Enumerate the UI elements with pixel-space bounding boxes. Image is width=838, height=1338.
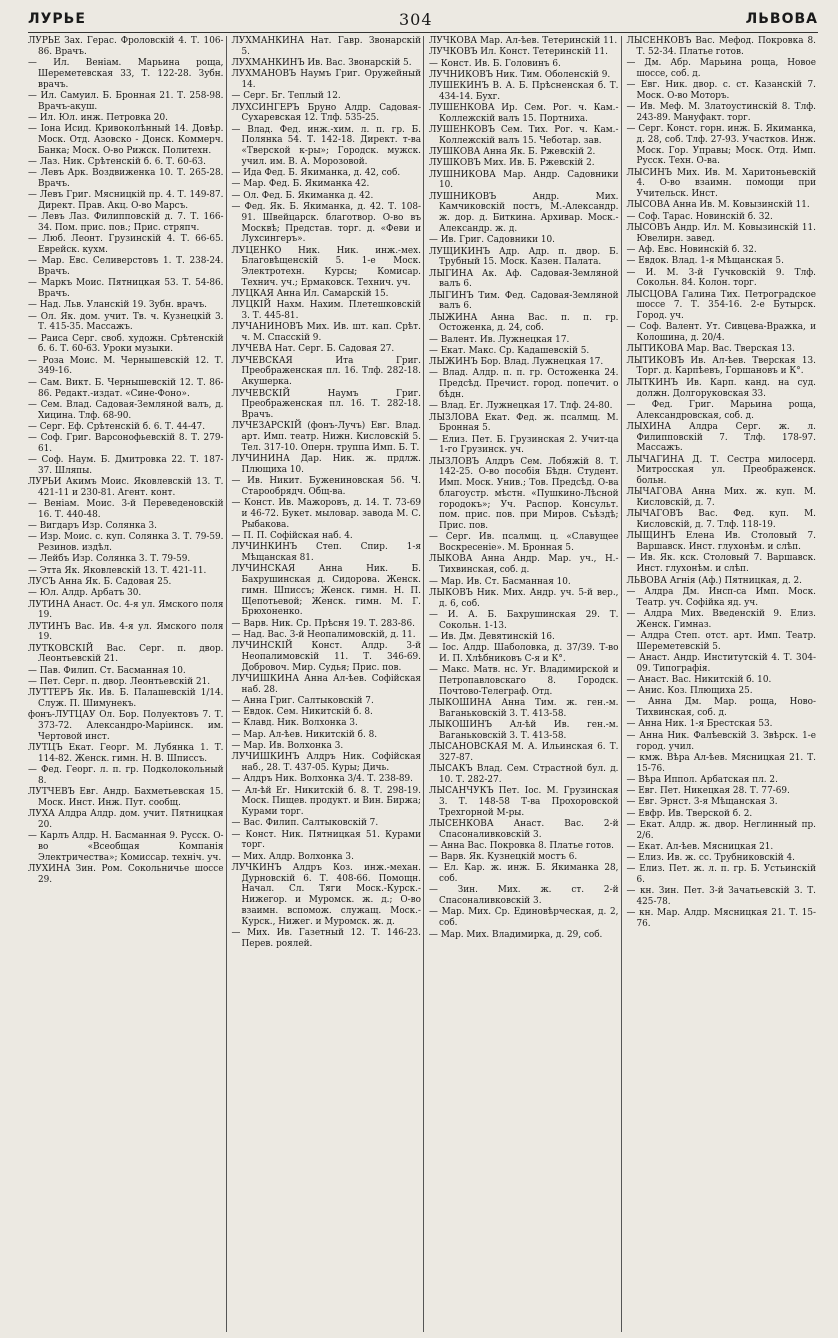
directory-entry: ЛУШЕНКОВЪ Сем. Тих. Рог. ч. Кам.-Коллежскій валъ 15. Чеботар. зав. — [429, 125, 619, 146]
directory-entry: — Юл. Алдр. Арбатъ 30. — [28, 588, 142, 599]
directory-entry: ЛЫКОШИНА Анна Тим. ж. ген.-м. Ваганьковскій 3. Т. 413-58. — [429, 697, 619, 719]
directory-entry: — Вѣра Иппол. Арбатская пл. 2. — [626, 774, 778, 785]
directory-entry: — Фед. Як. Б. Якиманка, д. 42. Т. 108-91. Швейцарск. благотвор. О-во въ Москвѣ; Представ. торг. д. «Феви и Лухсингеръ». — [231, 201, 421, 245]
directory-entry: ЛУХИНА Зин. Ром. Сокольничье шоссе 29. — [28, 863, 224, 885]
directory-entry: — Левъ Арк. Воздвиженка 10. Т. 265-28. Врачъ. — [28, 168, 224, 189]
directory-entry: — Ил. Самуил. Б. Бронная 21. Т. 258-98. Врачъ-акуш. — [28, 90, 224, 112]
directory-entry: — Ол. Фед. Б. Якиманка д. 42. — [231, 190, 374, 201]
directory-columns — [28, 36, 818, 1332]
directory-entry: ЛУХМАНОВЪ Наумъ Григ. Оружейный 14. — [231, 69, 421, 91]
directory-entry: — Ил. Юл. инж. Петровка 20. — [28, 112, 168, 123]
directory-entry: — Вас. Филип. Салтыковскій 7. — [231, 818, 379, 829]
directory-entry: — Евг. Ник. двор. с. ст. Казанскій 7. Моск. О-во Моторъ. — [626, 80, 816, 101]
directory-entry: ЛУЦКАЯ Анна Ил. Самарскій 15. — [231, 289, 389, 300]
directory-entry: ЛУЦЕНКО Ник. Ник. инж.-мех. Благовѣщенскій 5. 1-е Моск. Электротехн. Курсы; Комисар. Технич. уч.; Ермаковск. Технич. уч. — [231, 245, 421, 288]
running-head-left: ЛУРЬЕ — [28, 11, 86, 27]
directory-entry: — Серг. Еф. Срѣтенскій б. 6. Т. 44-47. — [28, 421, 206, 432]
directory-entry: ЛУЧИШКИНЪ Алдръ Ник. Софійская наб., 28. Т. 437-05. Куры; Дичь. — [231, 752, 421, 774]
directory-entry: — Анна Дм. Мар. роща, Ново-Тихвинская, соб. д. — [626, 697, 816, 719]
directory-entry: — Елиз. Пет. Б. Грузинская 2. Учит-ца 1-го Грузинск. уч. — [429, 434, 619, 456]
directory-entry: ЛЫЧАГОВЪ Вас. Фед. куп. М. Кисловскій, д. 7. Тлф. 118-19. — [626, 509, 816, 531]
column-4 — [621, 36, 819, 1332]
directory-entry: — П. П. Софійская наб. 4. — [231, 530, 353, 541]
directory-entry: — Евг. Эрнст. 3-я Мѣщанская 3. — [626, 797, 778, 808]
directory-entry: — Ида Фед. Б. Якиманка, д. 42, соб. — [231, 168, 401, 179]
directory-entry: ЛУЧИНСКАЯ Анна Ник. Б. Бахрушинская д. Сидорова. Женск. гимн. Шписсъ; Женск. гимн. Н. П. Щепотьевой; Женск. гимн. М. Г. Брюхоненко. — [231, 564, 421, 618]
directory-entry: — Левъ Григ. Мясницкій пр. 4. Т. 149-87. Директ. Прав. Акц. О-во Марсъ. — [28, 190, 224, 211]
column-3 — [423, 36, 621, 1332]
directory-entry: — Дм. Абр. Марьина роща, Новое шоссе, соб. д. — [626, 58, 816, 79]
directory-entry: — Веніам. Моис. 3-й Переведеновскій 16. Т. 440-48. — [28, 499, 224, 520]
directory-entry: фонъ-ЛУТЦАУ Ол. Бор. Полуектовъ 7. Т. 373-72. Александро-Маріинск. им. Чертовой инст. — [28, 710, 224, 742]
directory-entry: ЛУШКОВЪ Мих. Ив. Б. Ржевскій 2. — [429, 158, 595, 169]
directory-entry: — И. А. Б. Бахрушинская 29. Т. Сокольн. 1-13. — [429, 609, 619, 631]
directory-entry: — Серг. Бг. Теплый 12. — [231, 91, 341, 102]
directory-entry: — Мар. Ив. Ст. Басманная 10. — [429, 576, 571, 587]
directory-entry: — Зин. Мих. ж. ст. 2-й Спасоналивковскій 3. — [429, 885, 619, 907]
directory-entry: — Фед. Георг. л. п. гр. Подколокольный 8. — [28, 765, 224, 786]
directory-entry: — Изр. Моис. с. куп. Солянка 3. Т. 79-59. Резинов. издѣл. — [28, 532, 224, 554]
directory-entry: — Конст. Ник. Пятницкая 51. Курами торг. — [231, 829, 421, 851]
directory-entry: — Валент. Ив. Лужнецкая 17. — [429, 334, 570, 345]
directory-entry: — Ал-ѣй Ег. Никитскій б. 8. Т. 298-19. Моск. Пищев. продукт. и Вин. Биржа; Курами торг. — [231, 785, 421, 818]
directory-entry: — Аф. Евс. Новинскій б. 32. — [626, 245, 757, 256]
directory-entry: — Ив. Григ. Садовники 10. — [429, 235, 555, 246]
directory-entry: ЛУЧКОВЪ Ил. Конст. Тетеринскій 11. — [429, 47, 608, 58]
directory-entry: — Влад. Ег. Лужнецкая 17. Тлф. 24-80. — [429, 401, 613, 412]
directory-entry: ЛУЧКИНЪ Алдръ Коз. инж.-механ. Дурновскій 6. Т. 408-66. Помощн. Начал. Сл. Тяги Моск.-Курск.-Нижегор. и Муромск. ж. д.; О-во взаимн. вспомож. служащ. Моск.-Курск., Нижег. и Муромск. ж. д. — [231, 862, 421, 927]
directory-entry: — Лейбъ Изр. Солянка 3. Т. 79-59. — [28, 554, 191, 565]
directory-entry: ЛЫГИНА Ак. Аф. Садовая-Земляной валъ 6. — [429, 268, 619, 290]
directory-entry: — Анис. Коз. Плющиха 25. — [626, 686, 753, 697]
directory-entry: ЛУХМАНКИНА Нат. Гавр. Звонарскій 5. — [231, 36, 421, 57]
directory-entry: ЛЫТКИНЪ Ив. Карп. канд. на суд. должн. Долгоруковская 33. — [626, 377, 816, 399]
directory-entry: ЛЫТИКОВА Мар. Вас. Тверская 13. — [626, 344, 795, 355]
directory-entry: ЛЫХИНА Алдра Серг. ж. л. Филипповскій 7. Тлф. 178-97. Массажъ. — [626, 421, 816, 454]
directory-entry: — Анаст. Вас. Никитскій б. 10. — [626, 674, 772, 685]
directory-entry: ЛУТИНЪ Вас. Ив. 4-я ул. Ямского поля 19. — [28, 621, 224, 643]
directory-entry: — Елиз. Ив. ж. сс. Трубниковскій 4. — [626, 853, 795, 864]
directory-entry: ЛУШЕНКОВА Ир. Сем. Рог. ч. Кам.-Коллежскій валъ 15. Портниха. — [429, 103, 619, 124]
directory-entry: — Соф. Тарас. Новинскій б. 32. — [626, 211, 773, 222]
directory-entry: ЛУЧИНИНА Дар. Ник. ж. прдлж. Плющиха 10. — [231, 454, 421, 475]
directory-entry: — Мих. Ив. Газетный 12. Т. 146-23. Перев. роялей. — [231, 928, 421, 949]
directory-entry: ЛЫСЕНКОВЪ Вас. Мефод. Покровка 8. Т. 52-34. Платье готов. — [626, 36, 816, 57]
directory-entry: — Лаз. Ник. Срѣтенскій б. 6. Т. 60-63. — [28, 156, 206, 167]
directory-entry: — Ел. Кар. ж. инж. Б. Якиманка 28, соб. — [429, 863, 619, 885]
directory-entry: — Евфр. Ив. Тверской б. 2. — [626, 808, 753, 819]
column-2 — [226, 36, 424, 1332]
directory-entry: — Іос. Алдр. Шаболовка, д. 37/39. Т-во И. П. Хлѣбниковъ С-я и К°. — [429, 643, 619, 664]
directory-entry: ЛУЧАНИНОВЪ Мих. Ив. шт. кап. Срѣт. ч. М. Спасскій 9. — [231, 322, 421, 344]
directory-entry: ЛУЧИШКИНА Анна Ал-ѣев. Софійская наб. 28. — [231, 673, 421, 695]
directory-entry: ЛЫСАНОВСКАЯ М. А. Ильинская 6. Т. 327-87. — [429, 742, 619, 763]
directory-entry: — Макс. Матв. нс. Уг. Владимирской и Петропавловскаго 8. Городск. Почтово-Телеграф. Отд. — [429, 665, 619, 697]
directory-entry: ЛЫСОВЪ Андр. Ил. М. Ковызинскій 11. Ювелирн. завед. — [626, 223, 816, 244]
directory-entry: — Ив. Дм. Девятинскій 16. — [429, 631, 555, 642]
directory-entry: ЛЫСОВА Анна Ив. М. Ковызинскій 11. — [626, 200, 810, 211]
directory-entry: — Раиса Серг. своб. художн. Срѣтенскій б. 6. Т. 60-63. Уроки музыки. — [28, 333, 224, 355]
directory-entry: ЛУТТЕРЪ Як. Ив. Б. Палашевскій 1/14. Служ. П. Шимунекъ. — [28, 688, 224, 709]
directory-entry: ЛУТЧЕВЪ Евг. Андр. Бахметьевская 15. Моск. Инст. Инж. Пут. сообщ. — [28, 787, 224, 808]
directory-entry: — Мар. Евс. Селиверстовъ 1. Т. 238-24. Врачъ. — [28, 256, 224, 278]
directory-entry: ЛУШНИКОВЪ Андр. Мих. Камчиковскій постъ, М.-Александр. ж. дор. д. Биткина. Архивар. Моск.-Александр. ж. д. — [429, 191, 619, 235]
directory-entry: ЛЫСЦОВА Галина Тих. Петроградское шоссе 7. Т. 354-16. 2-е Бутырск. Город. уч. — [626, 289, 816, 322]
directory-entry: — Евдок. Влад. 1-я Мѣщанская 5. — [626, 256, 784, 267]
directory-entry: — Варв. Як. Кузнецкій мостъ 6. — [429, 852, 578, 863]
directory-entry: — Мар. Ал-ѣев. Никитскій б. 8. — [231, 729, 378, 740]
directory-entry: — Над. Льв. Уланскій 19. Зубн. врачъ. — [28, 300, 207, 311]
directory-entry: ЛЫЖИНЪ Бор. Влад. Лужнецкая 17. — [429, 357, 604, 368]
directory-entry: — Пет. Серг. п. двор. Леонтьевскій 21. — [28, 676, 211, 687]
directory-entry: — кн. Мар. Алдр. Мясницкая 21. Т. 15-76. — [626, 908, 816, 930]
directory-entry: — Серг. Ив. псалмщ. ц. «Славущее Воскресеніе». М. Бронная 5. — [429, 532, 619, 554]
directory-entry: — Пав. Филип. Ст. Басманная 10. — [28, 665, 186, 676]
directory-entry: — Анна Вас. Покровка 8. Платье готов. — [429, 840, 614, 851]
directory-entry: — Сем. Влад. Садовая-Земляной валъ, д. Хицина. Тлф. 68-90. — [28, 399, 224, 421]
directory-entry: — Мар. Мих. Владимирка, д. 29, соб. — [429, 929, 603, 940]
directory-entry: — Екат. Ал-ѣев. Мясницкая 21. — [626, 841, 774, 852]
directory-entry: — Мар. Мих. Ср. Единовѣрческая, д. 2, соб. — [429, 907, 619, 929]
directory-entry: — Карлъ Алдр. Н. Басманная 9. Русск. О-во «Всеобщая Компанія Электричества»; Комиссар. техніч. уч. — [28, 831, 224, 863]
directory-entry: — Мар. Ив. Волхонка 3. — [231, 741, 344, 751]
directory-entry: ЛУЧЕЗАРСКІЙ (фонъ-Лучъ) Евг. Влад. арт. Имп. театр. Нижн. Кисловскій 5. Тел. 317-10. Оперн. труппа Имп. Б. Т. — [231, 421, 421, 453]
directory-entry: — Анна Ник. Фалѣевскій 3. Звѣрск. 1-е город. учил. — [626, 730, 816, 752]
directory-entry: ЛЫЩИНЪ Елена Ив. Столовый 7. Варшавск. Инст. глухонѣм. и слѣп. — [626, 531, 816, 553]
directory-entry: — кмж. Вѣра Ал-ѣев. Мясницкая 21. Т. 15-76. — [626, 752, 816, 774]
directory-entry: — Ол. Як. дом. учит. Тв. ч. Кузнецкій 3. Т. 415-35. Массажъ. — [28, 311, 224, 333]
directory-entry: — Анна Григ. Салтыковскій 7. — [231, 695, 374, 706]
directory-entry: ЛЫЗЛОВЪ Алдръ Сем. Лобяжій 8. Т. 142-25. О-во пособія Бѣдн. Студент. Имп. Моск. Унив.; Тов. Предсѣд. О-ва благоустр. мѣстн. «Пушкино-Лѣсной городокъ»; Уч. Распор. Консульт. пом. прис. пов. при Миров. Съѣздѣ; Прис. пов. — [429, 456, 619, 532]
directory-entry: ЛУТИНА Анаст. Ос. 4-я ул. Ямского поля 19. — [28, 599, 224, 621]
directory-entry: — Вигдаръ Изр. Солянка 3. — [28, 521, 158, 532]
directory-entry: ЛУТКОВСКІЙ Вас. Серг. п. двор. Леонтьевскій 21. — [28, 643, 224, 665]
directory-entry: — Алдра Мих. Введенскій 9. Елиз. Женск. Гимназ. — [626, 608, 816, 630]
directory-entry: ЛЫГИНЪ Тим. Фед. Садовая-Земляной валъ 6. — [429, 290, 619, 312]
directory-entry: — кн. Зин. Пет. 3-й Зачатьевскій 3. Т. 425-78. — [626, 886, 816, 908]
directory-entry: ЛЫСЕНКОВА Анаст. Вас. 2-й Спасоналивковскій 3. — [429, 818, 619, 840]
directory-entry: ЛЬВОВА Агнія (Аф.) Пятницкая, д. 2. — [626, 575, 802, 586]
directory-entry: ЛУЧНИКОВЪ Ник. Тим. Оболенскій 9. — [429, 69, 611, 80]
directory-entry: ЛЫСАКЪ Влад. Сем. Страстной бул. д. 10. Т. 282-27. — [429, 764, 619, 785]
directory-entry: ЛУХА Алдра Алдр. дом. учит. Пятницкая 20. — [28, 809, 224, 830]
directory-entry: ЛУТЦЪ Екат. Георг. М. Лубянка 1. Т. 114-82. Женск. гимн. Н. В. Шписсъ. — [28, 743, 224, 764]
directory-entry: — Екат. Алдр. ж. двор. Неглинный пр. 2/6. — [626, 819, 816, 841]
directory-entry: — Іона Исид. Кривоколѣнный 14. Довѣр. Моск. Отд. Азовско - Донск. Коммерч. Банка; Моск. О-во Рижск. Политехн. — [28, 124, 224, 156]
directory-entry: — Люб. Леонт. Грузинскій 4. Т. 66-65. Еврейск. кухм. — [28, 234, 224, 256]
directory-entry: — Левъ Лаз. Филипповскій д. 7. Т. 166-34. Пом. прис. пов.; Прис. стряпч. — [28, 212, 224, 234]
directory-entry: — Мар. Фед. Б. Якиманка 42. — [231, 179, 370, 190]
directory-entry: ЛУРЬИ Акимъ Моис. Яковлевскій 13. Т. 421-11 и 230-81. Агент. конт. — [28, 477, 224, 498]
page-header — [28, 6, 818, 33]
directory-entry: ЛЫСИНЪ Мих. Ив. М. Харитоньевскій 4. О-во взаимн. помощи при Учительск. Инст. — [626, 167, 816, 200]
directory-entry: — Варв. Ник. Ср. Прѣсня 19. Т. 283-86. — [231, 618, 415, 629]
directory-entry: ЛУШКОВА Анна Як. Б. Ржевскій 2. — [429, 147, 596, 158]
directory-entry: — Конст. Ив. Б. Головинъ 6. — [429, 58, 561, 69]
directory-entry: — Соф. Наум. Б. Дмитровка 22. Т. 187-37. Шляпы. — [28, 455, 224, 476]
directory-entry: — Клавд. Ник. Волхонка 3. — [231, 718, 358, 729]
directory-entry: — Алдръ Ник. Волхонка 3/4. Т. 238-89. — [231, 774, 413, 785]
directory-entry: — Сам. Викт. Б. Чернышевскій 12. Т. 86-86. Редакт.-издат. «Сине-Фоно». — [28, 377, 224, 399]
directory-entry: ЛУЧЕВСКІЙ Наумъ Григ. Преображенская пл. 16. Т. 282-18. Врачъ. — [231, 388, 421, 421]
directory-entry: ЛЫТИКОВЪ Ив. Ал-ѣев. Тверская 13. Торг. д. Карпѣевъ, Горшановъ и К°. — [626, 355, 816, 377]
directory-entry: — Ив. Никит. Бужениновская 56. Ч. Старообрядч. Общ-ва. — [231, 476, 421, 497]
directory-entry: — Алдра Степ. отст. арт. Имп. Театр. Шереметевскій 5. — [626, 630, 816, 652]
running-head-right: ЛЬВОВА — [745, 11, 818, 27]
directory-entry: ЛУХМАНКИНЪ Ив. Вас. Звонарскій 5. — [231, 58, 412, 69]
directory-entry: ЛУСЪ Анна Як. Б. Садовая 25. — [28, 577, 172, 588]
directory-entry: — Анаст. Андр. Институтскій 4. Т. 304-09. Типографія. — [626, 652, 816, 674]
directory-entry: — Евдок. Сем. Никитскій б. 8. — [231, 707, 373, 718]
directory-entry: ЛУРЬЕ Зах. Герас. Фроловскій 4. Т. 106-86. Врачъ. — [28, 36, 224, 57]
directory-entry: ЛУШЕКИНЪ В. А. Б. Прѣсненская б. Т. 434-14. Бухг. — [429, 81, 619, 102]
directory-entry: — И. М. 3-й Гучковскій 9. Тлф. Сокольн. 84. Колон. торг. — [626, 267, 816, 289]
directory-entry: ЛЫКОВЪ Ник. Мих. Андр. уч. 5-й вер., д. 6, соб. — [429, 587, 619, 609]
directory-entry: — Маркъ Моис. Пятницкая 53. Т. 54-86. Врачъ. — [28, 278, 224, 300]
directory-entry: — Елиз. Пет. ж. л. п. гр. Б. Устьинскій 6. — [626, 864, 816, 886]
directory-entry: — Анна Ник. 1-я Брестская 53. — [626, 719, 773, 730]
directory-entry: ЛУШНИКОВА Мар. Андр. Садовники 10. — [429, 169, 619, 191]
directory-entry: — Роза Моис. М. Чернышевскій 12. Т. 349-16. — [28, 355, 224, 377]
directory-entry: ЛЫЧАГОВА Анна Мих. ж. куп. М. Кисловскій, д. 7. — [626, 487, 816, 509]
directory-entry: — Этта Як. Яковлевскій 13. Т. 421-11. — [28, 565, 207, 576]
directory-entry: — Фед. Григ. Марьина роща, Александровская, соб. д. — [626, 399, 816, 421]
directory-entry: — Над. Вас. 3-й Неопалимовскій, д. 11. — [231, 629, 416, 640]
directory-entry: — Евг. Пет. Никецкая 28. Т. 77-69. — [626, 786, 790, 797]
directory-entry: ЛЫЗЛОВА Екат. Фед. ж. псалмщ. М. Бронная 5. — [429, 412, 619, 434]
directory-entry: ЛУЧЕВА Нат. Серг. Б. Садовая 27. — [231, 344, 395, 355]
directory-entry: ЛУЧИНСКІЙ Конст. Алдр. 3-й Неопалимовскій 11. Т. 346-69. Добровоч. Мир. Судья; Прис. пов. — [231, 641, 421, 673]
directory-entry: — Екат. Макс. Ср. Кадашевскій 5. — [429, 345, 590, 356]
directory-entry: — Соф. Григ. Варсонофьевскій 8. Т. 279-61. — [28, 433, 224, 454]
directory-entry: ЛЫКОВА Анна Андр. Мар. уч., Н.-Тихвинская, соб. д. — [429, 554, 619, 576]
directory-entry: — Влад. Фед. инж.-хим. л. п. гр. Б. Полянка 54. Т. 142-18. Директ. т-ва «Тверской к-ры»; Городск. мужск. учил. им. В. А. Морозовой. — [231, 124, 421, 167]
directory-entry: ЛУЧЕВСКАЯ Ита Григ. Преображенская пл. 16. Тлф. 282-18. Акушерка. — [231, 355, 421, 388]
directory-entry: ЛЫЧАГИНА Д. Т. Сестра милосерд. Митросская ул. Преображенск. больн. — [626, 454, 816, 487]
directory-entry: ЛУЧКОВА Мар. Ал-ѣев. Тетеринскій 11. — [429, 36, 618, 46]
directory-entry: — Мих. Алдр. Волхонка 3. — [231, 851, 354, 862]
directory-entry: ЛЫКОШИНЪ Ал-ѣй Ив. ген.-м. Ваганьковскій 3. Т. 413-58. — [429, 719, 619, 741]
directory-entry: ЛЫЖИНА Анна Вас. п. п. гр. Остоженка, д. 24, соб. — [429, 312, 619, 334]
directory-entry: — Конст. Ив. Мажоровъ, д. 14. Т. 73-69 и 46-72. Букет. мыловар. завода М. С. Рыбакова. — [231, 498, 421, 530]
directory-entry: — Ил. Веніам. Марьина роща, Шереметевская 33, Т. 122-28. Зубн. врачъ. — [28, 58, 224, 90]
directory-entry: — Ив. Як. кск. Столовый 7. Варшавск. Инст. глухонѣм. и слѣп. — [626, 553, 816, 575]
directory-entry: ЛЫСАНЧУКЪ Пет. Іос. М. Грузинская 3. Т. 148-58 Т-ва Прохоровской Трехгорной М-ры. — [429, 786, 619, 818]
directory-entry: ЛУЧИНКИНЪ Степ. Спир. 1-я Мѣщанская 81. — [231, 542, 421, 563]
directory-entry: — Алдра Дм. Инсп-са Имп. Моск. Театр. уч. Софійка яд. уч. — [626, 586, 816, 608]
column-1 — [28, 36, 226, 1332]
directory-entry: — Ив. Меф. М. Златоустинскій 8. Тлф. 243-89. Мануфакт. торг. — [626, 102, 816, 123]
page-number: 304 — [398, 9, 433, 29]
directory-entry: — Серг. Конст. горн. инж. Б. Якиманка, д. 28, соб. Тлф. 27-93. Участков. Инж. Моск. Гор. Управы; Моск. Отд. Имп. Русск. Техн. О-ва. — [626, 124, 816, 167]
directory-entry: ЛУЩИКИНЪ Адр. Адр. п. двор. Б. Трубный 15. Моск. Казен. Палата. — [429, 246, 619, 268]
directory-entry: — Соф. Валент. Ут. Сивцева-Вражка, и Колошина, д. 20/4. — [626, 322, 816, 344]
directory-entry: ЛУЦКІЙ Нахм. Нахим. Плетешковскій 3. Т. 445-81. — [231, 300, 421, 322]
directory-entry: — Влад. Алдр. п. п. гр. Остоженка 24. Предсѣд. Пречист. город. попечит. о бѣдн. — [429, 368, 619, 400]
directory-entry: ЛУХСИНГЕРЪ Бруно Алдр. Садовая-Сухаревская 12. Тлф. 535-25. — [231, 102, 421, 124]
